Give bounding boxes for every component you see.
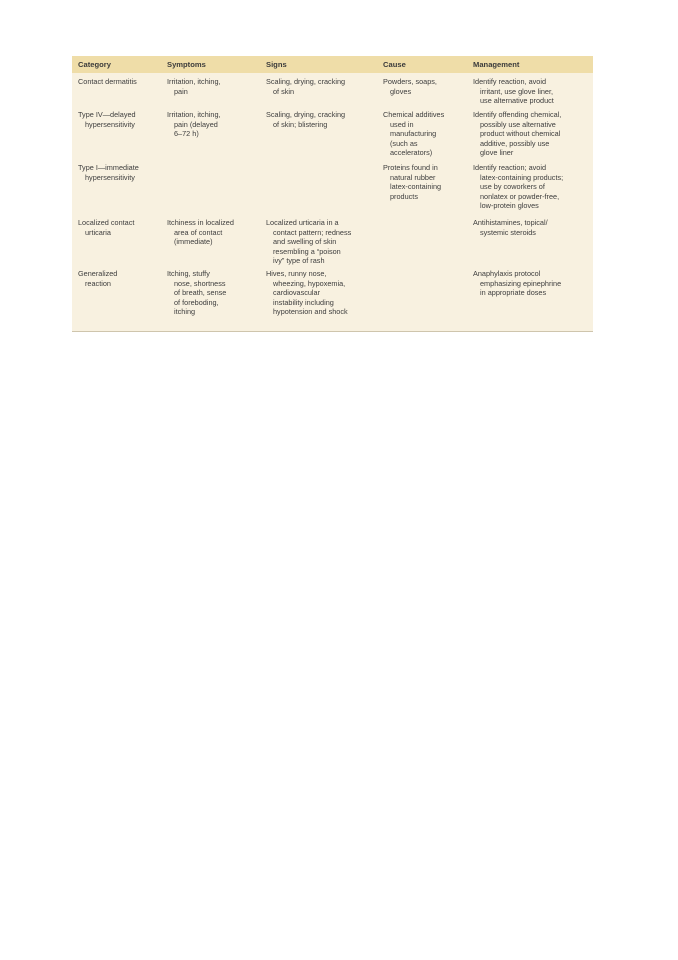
cell-line: Chemical additives [383, 110, 445, 119]
cell-line: emphasizing epinephrine [480, 278, 562, 288]
cell-line: wheezing, hypoxemia, [273, 278, 346, 288]
cell-cause [377, 218, 467, 265]
cell-line: instability including [273, 297, 334, 307]
cell-line: Itching, stuffy [167, 269, 210, 278]
cell-signs [260, 163, 377, 214]
cell-line: reaction [85, 278, 111, 288]
table-row [72, 73, 593, 106]
cell-line: Contact dermatitis [78, 77, 137, 86]
cell-line: cardiovascular [273, 288, 321, 298]
cell-line: nonlatex or powder-free, [480, 191, 560, 201]
cell-line: of skin [273, 86, 295, 96]
cell-category [72, 269, 161, 331]
header-category: Category [78, 60, 111, 69]
cell-line: in appropriate doses [480, 288, 547, 298]
cell-category [72, 163, 161, 214]
cell-line: products [390, 191, 418, 201]
cell-cause [377, 163, 467, 214]
cell-line: irritant, use glove liner, [480, 86, 554, 96]
cell-symptoms [161, 110, 260, 159]
cell-line: Identify offending chemical, [473, 110, 562, 119]
cell-management [467, 218, 593, 265]
latex-reaction-table [72, 56, 593, 332]
cell-signs [260, 77, 377, 106]
cell-line: and swelling of skin [273, 237, 337, 247]
cell-line: product without chemical [480, 129, 561, 139]
cell-line: systemic steroids [480, 227, 536, 237]
cell-line: pain (delayed [174, 119, 218, 129]
cell-signs [260, 110, 377, 159]
cell-line: Antihistamines, topical/ [473, 218, 548, 227]
cell-line: Itchiness in localized [167, 218, 234, 227]
cell-line: of skin; blistering [273, 119, 328, 129]
cell-management [467, 77, 593, 106]
cell-management [467, 269, 593, 331]
cell-line: hypersensitivity [85, 172, 135, 182]
cell-line: of foreboding, [174, 297, 219, 307]
cell-line: Scaling, drying, cracking [266, 77, 346, 86]
cell-line: Identify reaction; avoid [473, 163, 547, 172]
table-header-row [72, 56, 593, 73]
cell-line: glove liner [480, 148, 514, 158]
cell-cause [377, 269, 467, 331]
cell-line: urticaria [85, 227, 111, 237]
cell-line: Anaphylaxis protocol [473, 269, 541, 278]
cell-line: Hives, runny nose, [266, 269, 327, 278]
cell-category [72, 218, 161, 265]
cell-line: hypotension and shock [273, 307, 348, 317]
table-row [72, 159, 593, 214]
cell-line: natural rubber [390, 172, 436, 182]
cell-line: manufacturing [390, 129, 437, 139]
cell-line: Type I—immediate [78, 163, 139, 172]
cell-signs [260, 269, 377, 331]
cell-line: of breath, sense [174, 288, 227, 298]
cell-line: Generalized [78, 269, 118, 278]
cell-line: latex-containing [390, 182, 442, 192]
cell-category [72, 77, 161, 106]
cell-line: hypersensitivity [85, 119, 135, 129]
header-signs: Signs [266, 60, 287, 69]
cell-line: Powders, soaps, [383, 77, 437, 86]
cell-line: Localized contact [78, 218, 135, 227]
cell-line: use alternative product [480, 96, 554, 106]
cell-line: use by coworkers of [480, 182, 545, 192]
cell-line: Irritation, itching, [167, 110, 221, 119]
header-symptoms: Symptoms [167, 60, 206, 69]
cell-line: accelerators) [390, 148, 433, 158]
cell-management [467, 163, 593, 214]
cell-symptoms [161, 77, 260, 106]
cell-line: Type IV—delayed [78, 110, 136, 119]
cell-cause [377, 77, 467, 106]
cell-line: ivy” type of rash [273, 256, 325, 266]
cell-line: low-protein gloves [480, 201, 539, 211]
header-management: Management [473, 60, 520, 69]
cell-line: contact pattern; redness [273, 227, 352, 237]
table-row [72, 214, 593, 265]
cell-symptoms [161, 218, 260, 265]
cell-line: used in [390, 119, 414, 129]
cell-line: possibly use alternative [480, 119, 556, 129]
cell-line: itching [174, 307, 196, 317]
cell-management [467, 110, 593, 159]
cell-line: resembling a “poison [273, 246, 341, 256]
cell-signs [260, 218, 377, 265]
table-row [72, 106, 593, 159]
cell-line: nose, shortness [174, 278, 226, 288]
cell-line: (such as [390, 138, 418, 148]
cell-line: additive, possibly use [480, 138, 550, 148]
cell-line: Scaling, drying, cracking [266, 110, 346, 119]
cell-symptoms [161, 163, 260, 214]
cell-category [72, 110, 161, 159]
cell-line: area of contact [174, 227, 223, 237]
table-body [72, 73, 593, 331]
cell-cause [377, 110, 467, 159]
cell-line: 6–72 h) [174, 129, 199, 139]
table-row [72, 265, 593, 331]
cell-symptoms [161, 269, 260, 331]
cell-line: (immediate) [174, 237, 213, 247]
cell-line: Irritation, itching, [167, 77, 221, 86]
cell-line: Proteins found in [383, 163, 438, 172]
header-cause: Cause [383, 60, 406, 69]
cell-line: gloves [390, 86, 412, 96]
cell-line: Identify reaction, avoid [473, 77, 547, 86]
cell-line: Localized urticaria in a [266, 218, 339, 227]
cell-line: latex-containing products; [480, 172, 564, 182]
cell-line: pain [174, 86, 188, 96]
